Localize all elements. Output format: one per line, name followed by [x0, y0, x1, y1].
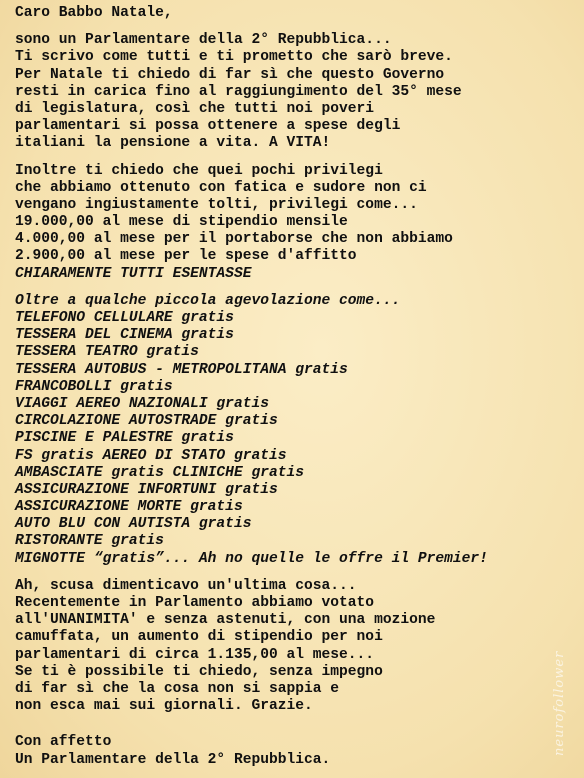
paragraph-4-line: di far sì che la cosa non si sappia e [15, 680, 340, 697]
paragraph-1-line: sono un Parlamentare della 2° Repubblica... [15, 32, 392, 49]
paragraph-4-line: all'UNANIMITA' e senza astenuti, con una mozione [15, 612, 436, 629]
benefit-item: FS gratis AEREO DI STATO gratis [15, 447, 287, 464]
benefit-item: TESSERA TEATRO gratis [15, 344, 199, 361]
paragraph-2-line: Inoltre ti chiedo che quei pochi privilegi [15, 162, 383, 179]
signature: Un Parlamentare della 2° Repubblica. [15, 751, 331, 768]
benefit-item: ASSICURAZIONE MORTE gratis [15, 499, 243, 516]
paragraph-1-line: resti in carica fino al raggiungimento del 35° mese [15, 83, 462, 100]
benefit-item: ASSICURAZIONE INFORTUNI gratis [15, 481, 278, 498]
paragraph-2-line: vengano ingiustamente tolti, privilegi come... [15, 196, 418, 213]
benefits-section [15, 293, 578, 568]
paragraph-2 [15, 163, 578, 283]
paragraph-4-line: Ah, scusa dimenticavo un'ultima cosa... [15, 577, 357, 594]
spacer [15, 22, 578, 32]
benefits-intro: Oltre a qualche piccola agevolazione come... [15, 292, 401, 309]
benefit-item: RISTORANTE gratis [15, 533, 164, 550]
paragraph-4 [15, 578, 578, 716]
salary-line: 19.000,00 al mese di stipendio mensile [15, 214, 348, 231]
closing: Con affetto [15, 734, 112, 751]
paragraph-2-line: che abbiamo ottenuto con fatica e sudore non ci [15, 179, 427, 196]
benefit-item: FRANCOBOLLI gratis [15, 378, 173, 395]
benefit-item: TESSERA DEL CINEMA gratis [15, 327, 234, 344]
spacer [15, 568, 578, 578]
spacer [15, 153, 578, 163]
benefit-item: PISCINE E PALESTRE gratis [15, 430, 234, 447]
rent-line: 2.900,00 al mese per le spese d'affitto [15, 248, 357, 265]
paragraph-1 [15, 32, 578, 152]
assistant-line: 4.000,00 al mese per il portaborse che non abbiamo [15, 231, 453, 248]
benefit-item: TELEFONO CELLULARE gratis [15, 310, 234, 326]
paragraph-1-line: Ti scrivo come tutti e ti prometto che sarò breve. [15, 49, 453, 66]
paragraph-4-line: parlamentari di circa 1.135,00 al mese... [15, 646, 375, 663]
tax-free-line: CHIARAMENTE TUTTI ESENTASSE [15, 265, 252, 282]
paragraph-1-line: Per Natale ti chiedo di far sì che questo Governo [15, 66, 445, 83]
benefit-item: VIAGGI AEREO NAZIONALI gratis [15, 395, 269, 412]
paragraph-4-line: Se ti è possibile ti chiedo, senza impegno [15, 663, 383, 680]
spacer [15, 715, 578, 734]
benefit-item: AMBASCIATE gratis CLINICHE gratis [15, 464, 305, 481]
paragraph-4-line: Recentemente in Parlamento abbiamo votato [15, 595, 375, 611]
watermark: neurofollower [552, 650, 567, 756]
benefit-item: MIGNOTTE “gratis”... Ah no quelle le offre il Premier! [15, 550, 488, 567]
benefit-item: AUTO BLU CON AUTISTA gratis [15, 516, 252, 533]
spacer [15, 283, 578, 293]
benefit-item: CIRCOLAZIONE AUTOSTRADE gratis [15, 413, 278, 430]
benefit-item: TESSERA AUTOBUS - METROPOLITANA gratis [15, 361, 348, 378]
paragraph-1-line: italiani la pensione a vita. A VITA! [15, 135, 331, 152]
paragraph-1-line: di legislatura, così che tutti noi poveri [15, 100, 375, 117]
greeting: Caro Babbo Natale, [15, 5, 173, 21]
letter-body [15, 5, 578, 769]
paragraph-1-line: parlamentari si possa ottenere a spese degli [15, 118, 401, 135]
paragraph-4-line: camuffata, un aumento di stipendio per noi [15, 629, 383, 646]
paragraph-4-line: non esca mai sui giornali. Grazie. [15, 698, 313, 715]
